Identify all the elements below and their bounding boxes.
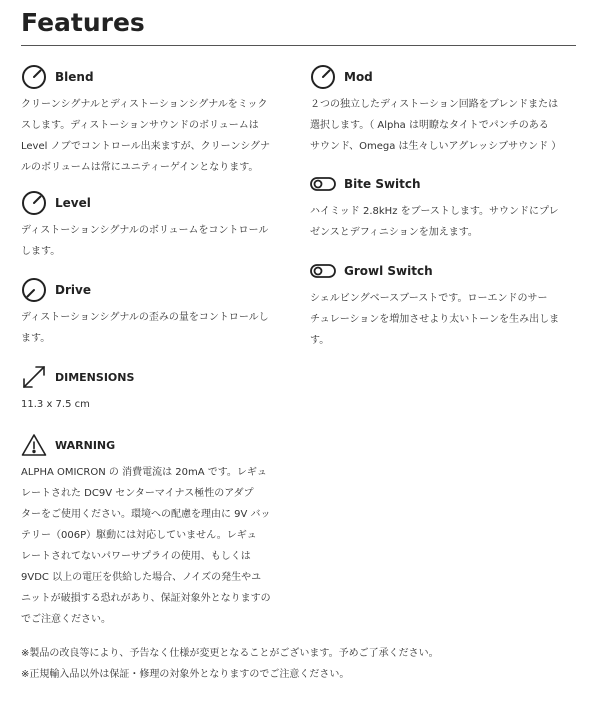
feature-label: Mod: [344, 70, 373, 84]
feature-description: ディストーションシグナルのボリュームをコントロール します。: [21, 225, 269, 257]
feature-bite-switch: [310, 171, 559, 243]
feature-label: Bite Switch: [344, 177, 421, 191]
feature-description: ハイミッド 2.8kHz をブーストします。サウンドにプレ ゼンスとデフィニションを加えます。: [310, 206, 559, 238]
warning-triangle-icon: [21, 433, 47, 457]
feature-label: Growl Switch: [344, 264, 433, 278]
knob-icon: [21, 190, 47, 216]
feature-warning: [21, 432, 271, 630]
feature-description: ALPHA OMICRON の 消費電流は 20mA です。レギュ レートされた DC9V センターマイナス極性のアダプ ターをご使用ください。環境への配慮を理由に 9V バッ テリー（006P）駆動には対応していません。レギュ レートされてないパワーサプライの使用、もしくは 9VDC 以上の電圧を供給した場合、ノイズの発生やユ ニットが破損する恐れがあり、保証対象外となりますの でご注意ください。: [21, 467, 271, 625]
feature-label: Level: [55, 196, 91, 210]
feature-blend: [21, 64, 270, 178]
knob-icon: [21, 277, 47, 303]
feature-description: 11.3 x 7.5 cm: [21, 399, 90, 410]
feature-description: ２つの独立したディストーション回路をブレンドまたは 選択します。（ Alpha は明瞭なタイトでパンチのある サウンド、Omega は生々しいアグレッシブサウンド ）: [310, 99, 562, 152]
knob-icon: [310, 64, 336, 90]
note-line: ※正規輸入品以外は保証・修理の対象外となりますのでご注意ください。: [21, 669, 350, 680]
note-line: ※製品の改良等により、予告なく仕様が変更となることがございます。予めご了承ください。: [21, 648, 439, 659]
knob-icon: [21, 64, 47, 90]
feature-level: [21, 190, 268, 262]
page-title: Features: [21, 8, 145, 37]
footer-notes: [21, 643, 439, 685]
feature-dimensions: [21, 364, 134, 415]
feature-growl-switch: [310, 258, 559, 351]
toggle-switch-icon: [310, 177, 336, 191]
feature-drive: [21, 277, 269, 349]
feature-label: Drive: [55, 283, 91, 297]
feature-label: Blend: [55, 70, 94, 84]
feature-mod: [310, 64, 561, 157]
toggle-switch-icon: [310, 264, 336, 278]
feature-description: クリーンシグナルとディストーションシグナルをミック スします。ディストーションサウンドのボリュームは Level ノブでコントロール出来ますが、クリーンシグナ ルのボリュームは常にユニティーゲインとなります。: [21, 99, 271, 173]
feature-description: ディストーションシグナルの歪みの量をコントロールし ます。: [21, 312, 269, 344]
title-divider: [21, 45, 576, 46]
feature-label: WARNING: [55, 438, 116, 452]
feature-description: シェルビングベースブーストです。ローエンドのサー チュレーションを増加させより太いトーンを生み出しま す。: [310, 293, 560, 346]
feature-label: DIMENSIONS: [55, 370, 135, 384]
resize-arrows-icon: [21, 364, 47, 390]
